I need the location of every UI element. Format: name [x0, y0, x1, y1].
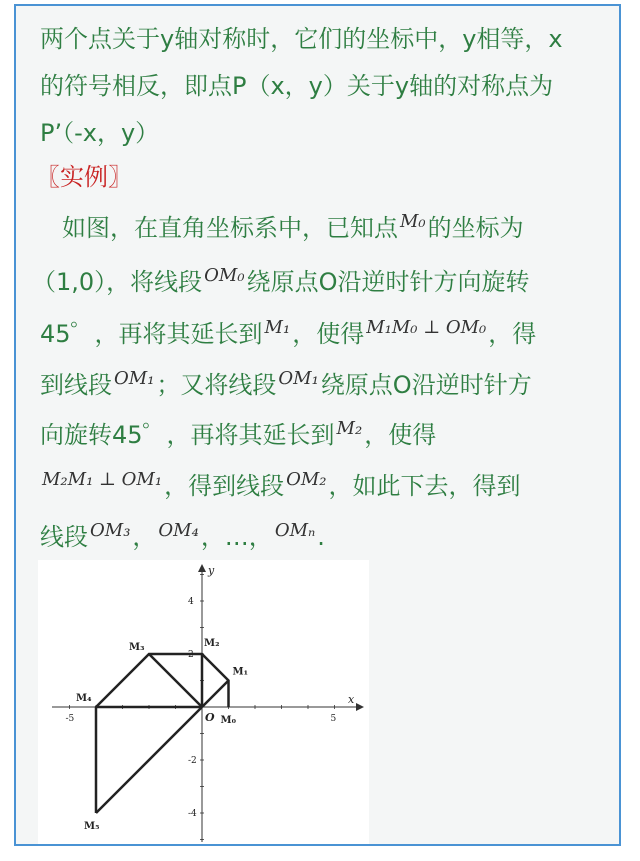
math-M1: M₁	[264, 317, 291, 338]
segment-OM1	[202, 681, 229, 708]
y-axis-arrow	[198, 564, 206, 572]
spiral-polyline	[96, 654, 229, 813]
x-tick-label: 5	[330, 714, 337, 724]
y-tick-label: -2	[188, 756, 197, 766]
problem-text: .	[317, 523, 325, 551]
example-heading: 〖实例〗	[36, 163, 132, 191]
point-label-M5: M₅	[84, 821, 100, 832]
segment-OM5	[96, 707, 202, 813]
problem-text: ，如此下去，得到	[328, 472, 521, 500]
paragraph-line-3: P’（-x，y）	[40, 119, 160, 147]
problem-text: 到线段	[40, 371, 112, 399]
math-OM4: OM₄	[158, 520, 199, 541]
problem-text: 向旋转45゜，再将其延长到	[40, 421, 335, 449]
paragraph-line-1: 两个点关于y轴对称时，它们的坐标中，y相等，x	[40, 25, 563, 53]
y-tick-label: -4	[188, 809, 197, 819]
article-frame	[14, 4, 621, 846]
problem-line-7	[40, 522, 325, 555]
problem-line-1	[62, 213, 524, 246]
origin-label: O	[205, 711, 215, 724]
coordinate-figure	[38, 560, 369, 846]
problem-text: ，得到线段	[164, 472, 285, 500]
y-tick-label: 4	[188, 597, 194, 607]
math-OM2: OM₂	[286, 469, 327, 490]
math-M0: M₀	[400, 211, 426, 232]
problem-text: ，…，	[200, 523, 273, 551]
problem-line-2	[32, 267, 529, 300]
problem-line-6	[40, 471, 520, 504]
math-perp-2: M₂M₁ ⊥ OM₁	[42, 469, 163, 490]
math-OM1: OM₁	[114, 368, 155, 389]
point-label-M0: M₀	[220, 715, 236, 726]
y-axis-label: y	[208, 564, 215, 577]
point-label-M4: M₄	[76, 693, 92, 704]
x-tick-label: -5	[65, 714, 75, 724]
problem-text: 45゜，再将其延长到	[40, 320, 263, 348]
point-label-M1: M₁	[232, 666, 248, 678]
y-tick-label: 2	[188, 650, 194, 660]
problem-line-3	[40, 319, 536, 352]
math-OM3: OM₃	[90, 520, 131, 541]
problem-text: 线段	[40, 523, 88, 551]
math-perp-1: M₁M₀ ⊥ OM₀	[366, 317, 487, 338]
paragraph-line-2: 的符号相反，即点P（x，y）关于y轴的对称点为	[40, 72, 554, 100]
problem-text: ；又将线段	[156, 371, 277, 399]
problem-text: ，得	[488, 320, 537, 348]
segment-OM3	[149, 654, 202, 707]
math-OM0: OM₀	[204, 265, 245, 286]
point-label-M2: M₂	[204, 638, 220, 649]
point-label-M3: M₃	[129, 642, 145, 653]
problem-line-4	[40, 370, 532, 403]
math-M2: M₂	[336, 418, 363, 439]
problem-text: ，	[132, 523, 157, 551]
problem-text: ，使得	[292, 320, 365, 348]
problem-text: ，使得	[364, 421, 437, 449]
x-axis-label: x	[348, 693, 355, 706]
figure-svg	[38, 560, 369, 846]
problem-text: （1,0），将线段	[32, 268, 203, 296]
problem-text: 的坐标为	[427, 214, 524, 242]
x-axis-arrow	[356, 703, 364, 711]
problem-line-5	[40, 420, 436, 453]
problem-text: 如图，在直角坐标系中，已知点	[62, 214, 398, 242]
math-OMn: OMₙ	[274, 520, 316, 541]
math-OM1: OM₁	[278, 368, 319, 389]
problem-text: 绕原点O沿逆时针方	[320, 371, 532, 399]
problem-text: 绕原点O沿逆时针方向旋转	[246, 268, 530, 296]
